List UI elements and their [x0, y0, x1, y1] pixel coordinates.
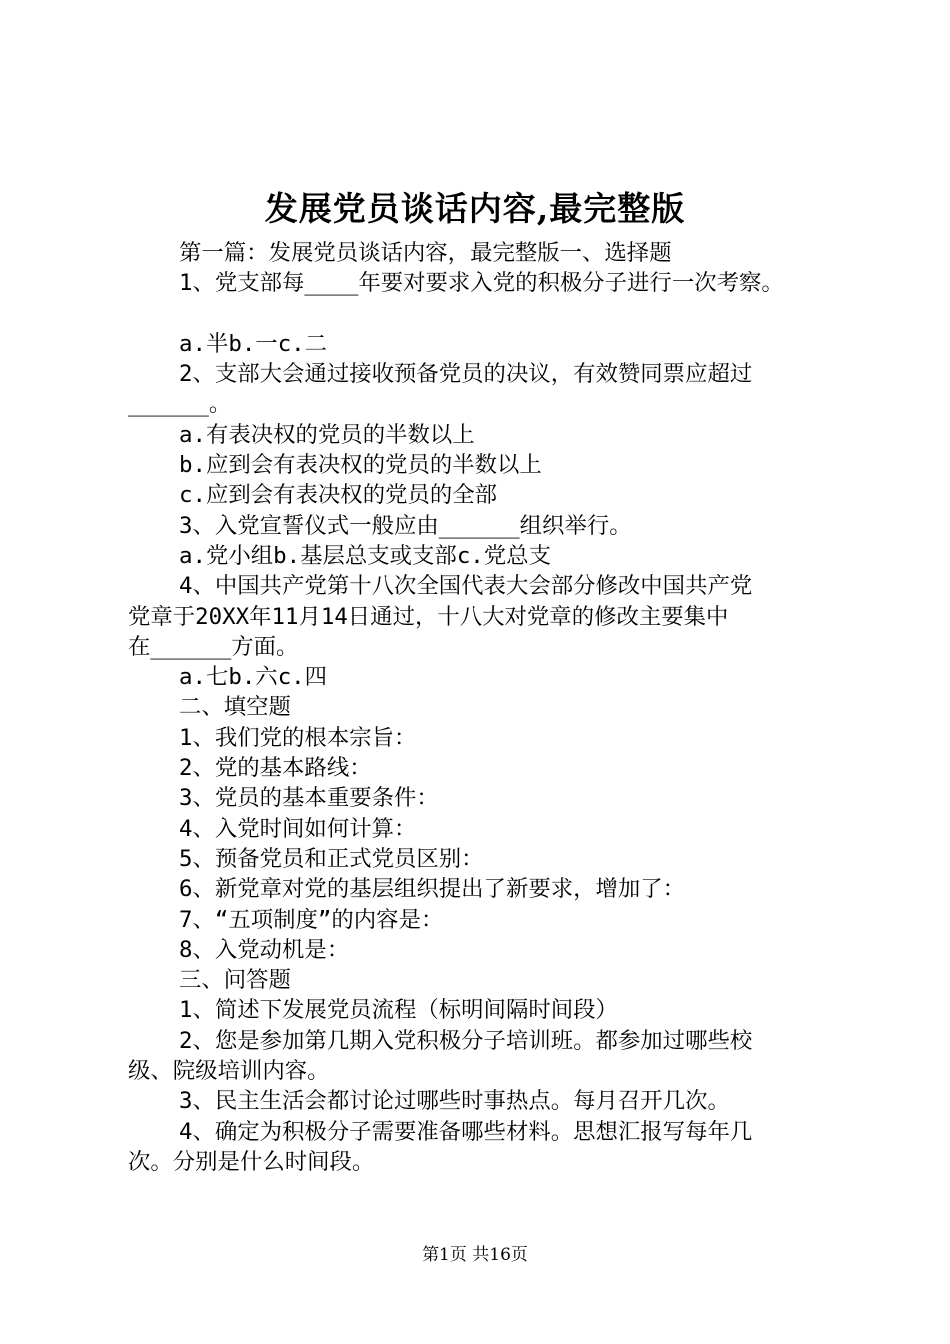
answer-option-line: c.应到会有表决权的党员的全部 — [179, 482, 498, 509]
question-line: 3、民主生活会都讨论过哪些时事热点。每月召开几次。 — [179, 1088, 730, 1115]
fill-blank-item: 7、“五项制度”的内容是： — [179, 906, 444, 933]
question-line: 4、中国共产党第十八次全国代表大会部分修改中国共产党 — [179, 573, 753, 600]
page-number-footer: 第1页 共16页 — [422, 1245, 528, 1265]
question-continuation-line: 级、院级培训内容。 — [128, 1058, 330, 1085]
question-continuation-line: 在______方面。 — [128, 633, 299, 660]
answer-option-line: a.有表决权的党员的半数以上 — [179, 421, 475, 448]
section-heading-line: 二、填空题 — [179, 694, 291, 721]
fill-blank-item: 6、新党章对党的基层组织提出了新要求，增加了： — [179, 876, 686, 903]
question-continuation-line: 次。分别是什么时间段。 — [128, 1148, 375, 1175]
question-continuation-line: 党章于20XX年11月14日通过，十八大对党章的修改主要集中 — [128, 603, 729, 630]
fill-blank-item: 2、党的基本路线： — [179, 755, 372, 782]
question-line: 3、入党宣誓仪式一般应由______组织举行。 — [179, 512, 632, 539]
section-heading-line: 第一篇：发展党员谈话内容，最完整版一、选择题 — [179, 240, 672, 266]
fill-blank-item: 8、入党动机是： — [179, 936, 350, 963]
answer-option-line: b.应到会有表决权的党员的半数以上 — [179, 452, 542, 479]
question-line: 1、党支部每____年要对要求入党的积极分子进行一次考察。 — [179, 270, 784, 297]
answer-options-line: a.党小组b.基层总支或支部c.党总支 — [179, 542, 551, 569]
question-line: 1、简述下发展党员流程（标明间隔时间段） — [179, 997, 618, 1024]
fill-blank-item: 4、入党时间如何计算： — [179, 815, 417, 842]
document-title: 发展党员谈话内容,最完整版 — [264, 189, 686, 228]
section-heading-line: 三、问答题 — [179, 967, 291, 994]
document-body — [128, 238, 832, 1177]
blank-line — [128, 299, 832, 329]
answer-options-line: a.半b.一c.二 — [179, 330, 328, 357]
question-line: 2、支部大会通过接收预备党员的决议，有效赞同票应超过 — [179, 361, 753, 388]
question-continuation-line: ______。 — [128, 391, 232, 418]
question-line: 4、确定为积极分子需要准备哪些材料。思想汇报写每年几 — [179, 1118, 753, 1145]
question-line: 2、您是参加第几期入党积极分子培训班。都参加过哪些校 — [179, 1027, 753, 1054]
answer-options-line: a.七b.六c.四 — [179, 664, 328, 691]
fill-blank-item: 3、党员的基本重要条件： — [179, 785, 439, 812]
fill-blank-item: 5、预备党员和正式党员区别： — [179, 845, 484, 872]
fill-blank-item: 1、我们党的根本宗旨： — [179, 724, 417, 751]
